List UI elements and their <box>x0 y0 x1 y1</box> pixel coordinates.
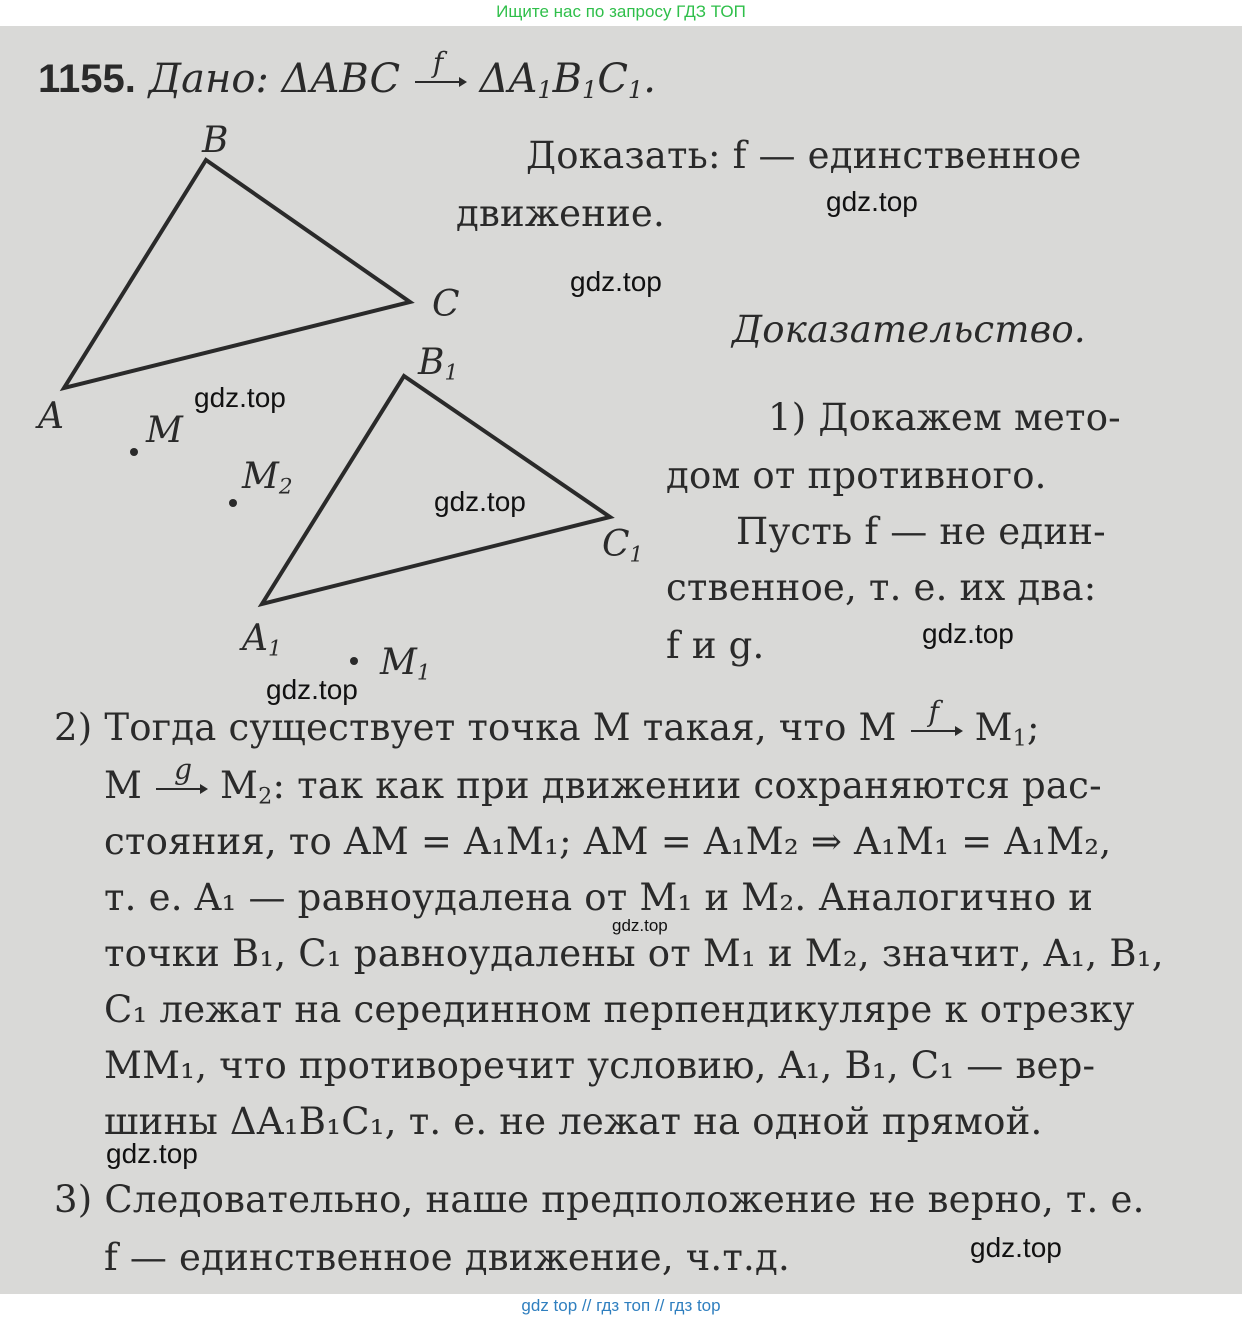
step1-line-1: 1) Докажем мето- <box>768 396 1121 439</box>
mapping-arrow-icon: g <box>154 779 208 799</box>
given-to: $\Delta A_1B_1C_1$. <box>479 56 656 104</box>
triangles-figure <box>0 26 700 726</box>
prove-line-1: Доказать: f — единственное <box>526 134 1082 177</box>
watermark: gdz.top <box>434 486 526 517</box>
label-c1: $C_1$ <box>602 524 644 568</box>
watermark: gdz.top <box>570 266 662 297</box>
triangle-abc <box>64 160 410 388</box>
step2-line-2: M g $M_2$: так как при движении сохраняются рас- <box>104 752 1102 810</box>
step2-line-4: т. е. A₁ — равноудалена от M₁ и M₂. Аналогично и <box>104 876 1094 919</box>
label-c: C <box>432 284 460 325</box>
step1-line-3: Пусть f — не един- <box>736 510 1106 553</box>
label-a: A <box>38 396 64 437</box>
watermark: gdz.top <box>612 916 668 935</box>
bottom-banner[interactable]: gdz top // гдз топ // гдз top <box>521 1296 721 1315</box>
label-b: B <box>202 120 229 161</box>
step2-line-5: точки B₁, C₁ равноудалены от M₁ и M₂, значит, A₁, B₁, <box>104 932 1164 975</box>
proof-heading: Доказательство. <box>732 308 1086 351</box>
step1-line-4: ственное, т. е. их два: <box>666 566 1097 609</box>
label-a1: $A_1$ <box>242 618 282 662</box>
step3-line-1: 3) Следовательно, наше предположение не верно, т. е. <box>54 1178 1145 1221</box>
point-m <box>130 448 138 456</box>
watermark: gdz.top <box>266 674 358 705</box>
top-banner[interactable]: Ищите нас по запросу ГДЗ ТОП <box>496 2 746 21</box>
prove-line-2: движение. <box>456 192 665 235</box>
label-m1: $M_1$ <box>380 642 431 686</box>
label-m2: $M_2$ <box>242 456 293 500</box>
watermark: gdz.top <box>826 186 918 217</box>
point-m1 <box>350 657 358 665</box>
textbook-page <box>0 26 1242 1294</box>
watermark: gdz.top <box>194 382 286 413</box>
step2-line-1: 2) Тогда существует точка M такая, что M f $M_1$; <box>54 694 1040 752</box>
label-b1: $B_1$ <box>418 342 459 386</box>
watermark: gdz.top <box>970 1232 1062 1263</box>
step3-line-2: f — единственное движение, ч.т.д. <box>104 1236 790 1279</box>
step2-line-3: стояния, то AM = A₁M₁; AM = A₁M₂ ⇒ A₁M₁ = A₁M₂, <box>104 820 1112 863</box>
point-m2 <box>229 499 237 507</box>
given-from: ΔABC <box>281 56 401 102</box>
step1-line-5: f и g. <box>666 624 765 667</box>
step2-line-7: MM₁, что противоречит условию, A₁, B₁, C₁ — вер- <box>104 1044 1096 1087</box>
mapping-arrow-icon: f <box>909 721 963 741</box>
label-m: M <box>146 410 183 451</box>
problem-number: 1155. <box>38 57 136 101</box>
step1-line-2: дом от противного. <box>666 454 1047 497</box>
step2-line-6: C₁ лежат на серединном перпендикуляре к отрезку <box>104 988 1135 1031</box>
step2-line-8: шины ΔA₁B₁C₁, т. е. не лежат на одной прямой. <box>104 1100 1043 1143</box>
watermark: gdz.top <box>106 1138 198 1169</box>
given-label: Дано: <box>148 56 269 102</box>
watermark: gdz.top <box>922 618 1014 649</box>
arrow-label: f <box>432 46 444 79</box>
